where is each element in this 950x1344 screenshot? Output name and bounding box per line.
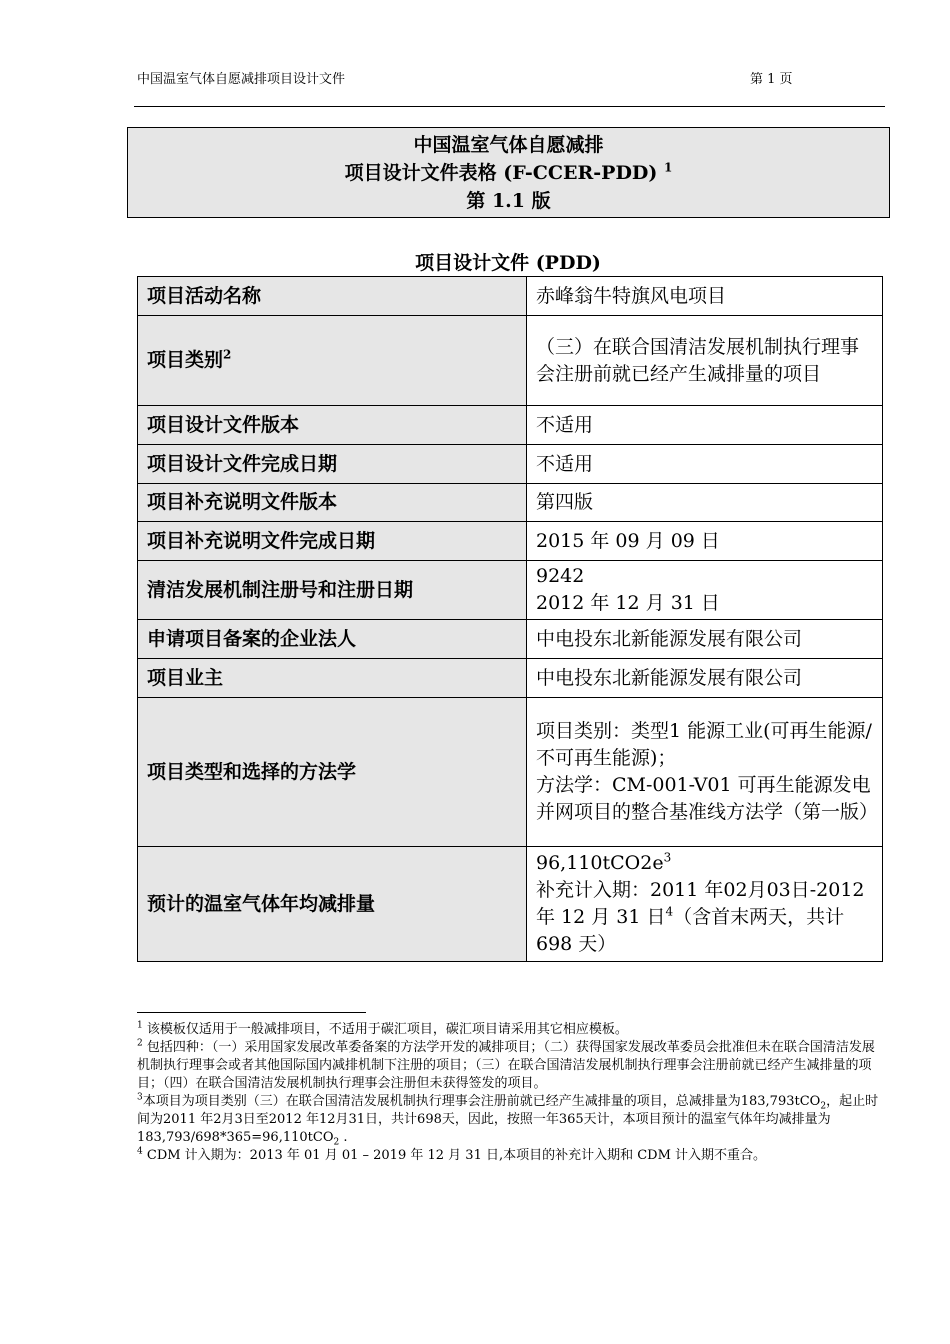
row-key-text: 项目类别 [147,349,224,371]
form-title-line2 [128,159,889,187]
crediting-period-text: 补充计入期：2011 年02月03日-2012 年 12 月 31 日 [536,879,865,928]
footnote-text: . [339,1130,348,1145]
registration-date: 2012 年 12 月 31 日 [536,592,720,614]
header-divider [134,106,885,107]
form-title-box [127,127,890,218]
row-key [138,316,527,406]
row-value: 中电投东北新能源发展有限公司 [527,620,883,659]
row-value: （三）在联合国清洁发展机制执行理事会注册前就已经产生减排量的项目 [527,316,883,406]
footnote-number: 1 [137,1020,143,1031]
footnote-2 [137,1039,883,1093]
row-key: 项目补充说明文件完成日期 [138,522,527,561]
row-value: 2015 年 09 月 09 日 [527,522,883,561]
subscript: 2 [820,1101,827,1112]
footnote-text: CDM 计入期为：2013 年 01 月 01 – 2019 年 12 月 31 日,本项目的补充计入期和 CDM 计入期不重合。 [142,1148,767,1163]
table-row [138,561,883,620]
row-value: 不适用 [527,445,883,484]
table-row [138,620,883,659]
footnote-divider [137,1012,366,1013]
annual-reduction-text: 96,110tCO2e [536,852,664,874]
footnote-number: 2 [137,1038,143,1049]
table-row [138,277,883,316]
table-row [138,659,883,698]
row-key: 申请项目备案的企业法人 [138,620,527,659]
footnote-3 [137,1093,883,1147]
row-value: 不适用 [527,406,883,445]
table-row [138,847,883,962]
row-value: 中电投东北新能源发展有限公司 [527,659,883,698]
row-key: 项目业主 [138,659,527,698]
footnote-text: 该模板仅适用于一般减排项目，不适用于碳汇项目，碳汇项目请采用其它相应模板。 [142,1022,628,1037]
annual-reduction-value [536,850,873,877]
pdd-info-table [137,276,883,962]
table-row [138,406,883,445]
table-row [138,445,883,484]
form-title-line1: 中国温室气体自愿减排 [413,134,604,156]
footnote-ref-2[interactable]: 2 [223,347,232,362]
header-doc-title: 中国温室气体自愿减排项目设计文件 [137,72,346,87]
table-row [138,316,883,406]
row-key: 预计的温室气体年均减排量 [138,847,527,962]
footnote-ref-1[interactable]: 1 [664,160,673,175]
row-key: 项目设计文件完成日期 [138,445,527,484]
subscript: 2 [333,1137,340,1148]
footnote-text: ，起止时间为2011 年2月3日至2012 年12月31日，共计698天，因此，按照一年365天计，本项目预计的温室气体年均减排量为183,793/698*365=96,110tCO [137,1094,879,1145]
footnote-text: 本项目为项目类别（三）在联合国清洁发展机制执行理事会注册前就已经产生减排量的项目，总减排量为183,793tCO [142,1094,821,1109]
footnote-number: 3 [137,1092,143,1103]
row-key: 清洁发展机制注册号和注册日期 [138,561,527,620]
row-value [527,561,883,620]
form-title-line2-text: 项目设计文件表格 (F-CCER-PDD) [344,162,658,184]
footnote-1 [137,1021,883,1039]
form-version: 第 1.1 版 [466,190,551,212]
table-row [138,698,883,847]
methodology-text: 方法学：CM-001-V01 可再生能源发电并网项目的整合基准线方法学（第一版） [536,774,879,823]
row-key: 项目类型和选择的方法学 [138,698,527,847]
row-value [527,847,883,962]
row-key: 项目活动名称 [138,277,527,316]
footnotes [137,1021,883,1165]
footnote-ref-4[interactable]: 4 [665,904,674,919]
pdd-heading: 项目设计文件 (PDD) [415,252,601,274]
footnote-number: 4 [137,1146,143,1157]
footnote-text: 包括四种：（一）采用国家发展改革委备案的方法学开发的减排项目；（二）获得国家发展改革委员会批准但未在联合国清洁发展机制执行理事会或者其他国际国内减排机制下注册的项目；（三）在联合国清洁发展机制执行理事会注册前就已经产生减排量的项目；（四）在联合国清洁发展机制执行理事会注册但未获得签发的项目。 [137,1040,875,1091]
footnote-4 [137,1147,883,1165]
row-key: 项目设计文件版本 [138,406,527,445]
row-value [527,698,883,847]
row-value: 第四版 [527,484,883,522]
row-value: 赤峰翁牛特旗风电项目 [527,277,883,316]
table-row [138,522,883,561]
row-key: 项目补充说明文件版本 [138,484,527,522]
page-number: 第 1 页 [750,72,793,87]
footnote-ref-3[interactable]: 3 [663,850,672,865]
crediting-period [536,877,873,958]
table-row [138,484,883,522]
project-category-text: 项目类别：类型1 能源工业(可再生能源/不可再生能源)； [536,720,872,769]
registration-number: 9242 [536,565,585,587]
crediting-period-note: （含首末两天，共计 698 天） [536,906,845,955]
